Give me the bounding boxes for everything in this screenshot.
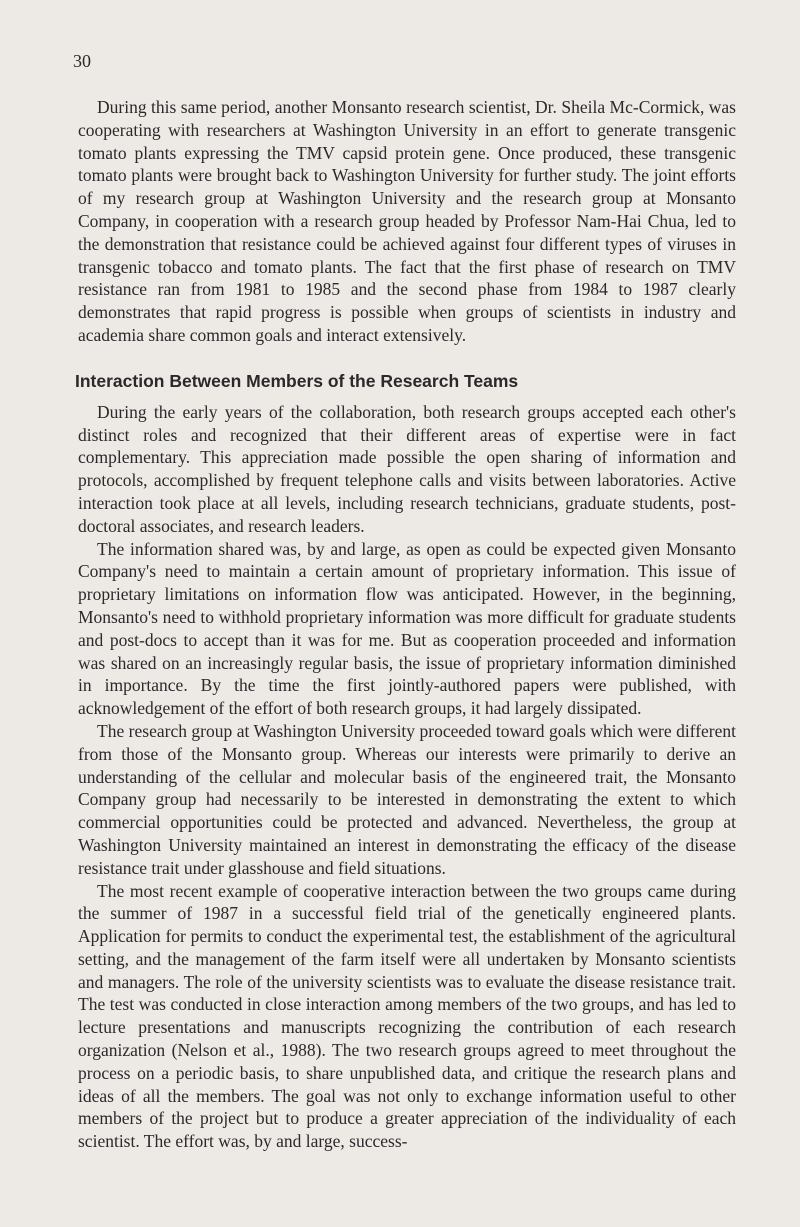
intro-paragraph: During this same period, another Monsanto research scientist, Dr. Sheila Mc-Cormick, was cooperating with researchers at Washington University in an effort to generate transgenic tomato plants expressing the TMV capsid protein gene. Once produced, these transgenic tomato plants were brought back to Washington University for further study. The joint efforts of my research group at Washington University and the research group at Monsanto Company, in cooperation with a research group headed by Professor Nam-Hai Chua, led to the demonstration that resistance could be achieved against four different types of viruses in transgenic tobacco and tomato plants. The fact that the first phase of research on TMV resistance ran from 1981 to 1985 and the second phase from 1984 to 1987 clearly demonstrates that rapid progress is possible when groups of scientists in industry and academia share common goals and interact extensively.: [78, 97, 736, 345]
section-heading: Interaction Between Members of the Research Teams: [75, 370, 519, 391]
body-paragraph-4: The most recent example of cooperative interaction between the two groups came during the summer of 1987 in a successful field trial of the genetically engineered plants. Application for permits to conduct the experimental test, the establishment of the agricultural setting, and the management of the farm itself were all undertaken by Monsanto scientists and managers. The role of the university scientists was to evaluate the disease resistance trait. The test was conducted in close interaction among members of the two groups, and has led to lecture presentations and manuscripts recognizing the contribution of each research organization (Nelson et al., 1988). The two research groups agreed to meet throughout the process on a periodic basis, to share unpublished data, and critique the research plans and ideas of all the members. The goal was not only to exchange information useful to other members of the project but to produce a greater appreciation of the individuality of each scientist. The effort was, by and large, success-: [78, 880, 736, 1152]
body-paragraph-3: The research group at Washington University proceeded toward goals which were different from those of the Monsanto group. Whereas our interests were primarily to derive an understanding of the cellular and molecular basis of the engineered trait, the Monsanto Company group had necessarily to be interested in demonstrating the extent to which commercial opportunities could be protected and advanced. Nevertheless, the group at Washington University maintained an interest in demonstrating the efficacy of the disease resistance trait under glasshouse and field situations.: [78, 720, 736, 878]
body-paragraph-2: The information shared was, by and large, as open as could be expected given Monsanto Company's need to maintain a certain amount of proprietary information. This issue of proprietary limitations on information flow was anticipated. However, in the beginning, Monsanto's need to withhold proprietary information was more difficult for graduate students and post-docs to accept than it was for me. But as cooperation proceeded and information was shared on an increasingly regular basis, the issue of proprietary information diminished in importance. By the time the first jointly-authored papers were published, with acknowledgement of the effort of both research groups, it had largely dissipated.: [78, 538, 736, 719]
page-body: [75, 96, 736, 1153]
page-number: 30: [73, 51, 91, 71]
body-paragraph-1: During the early years of the collaboration, both research groups accepted each other's distinct roles and recognized that their different areas of expertise were in fact complementary. This appreciation made possible the open sharing of information and protocols, accomplished by frequent telephone calls and visits between laboratories. Active interaction took place at all levels, including research technicians, graduate students, post-doctoral associates, and research leaders.: [78, 401, 736, 536]
